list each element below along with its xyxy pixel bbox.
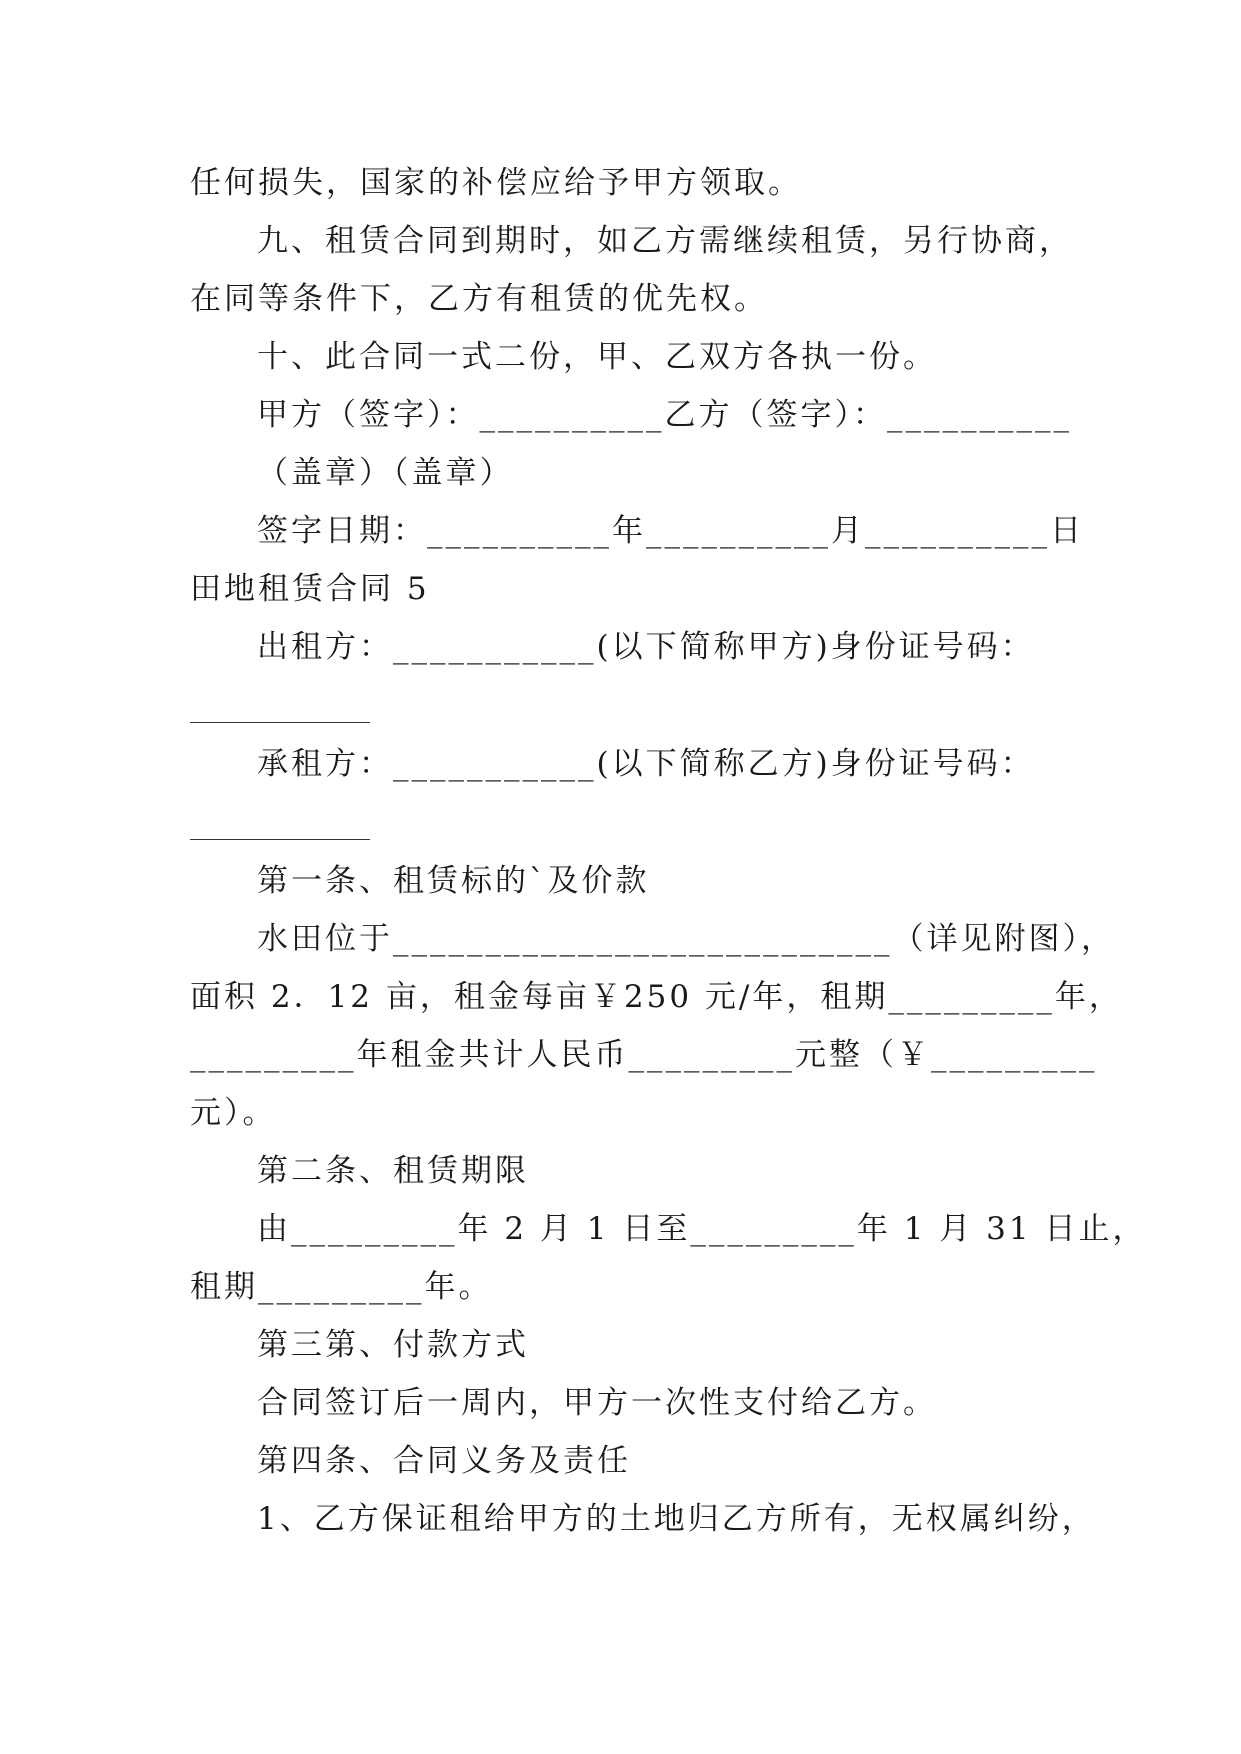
text-line: _________年租金共计人民币_________元整（￥_________: [190, 1037, 1098, 1073]
blank-underline: [190, 722, 370, 723]
text-line: 在同等条件下，乙方有租赁的优先权。: [190, 281, 768, 317]
seal-line: （盖章）（盖章）: [257, 455, 514, 491]
signature-line: 甲方（签字）：__________乙方（签字）：__________: [257, 397, 1072, 433]
text-line: 合同签订后一周内，甲方一次性支付给乙方。: [257, 1385, 937, 1421]
text-line: 任何损失，国家的补偿应给予甲方领取。: [190, 165, 802, 201]
text-line: 水田位于___________________________（详见附图），: [257, 921, 1115, 957]
text-line: 1、乙方保证租给甲方的土地归乙方所有，无权属纠纷，: [257, 1501, 1096, 1537]
sign-date-line: 签字日期：__________年__________月__________日: [257, 513, 1084, 549]
contract-title: 田地租赁合同 5: [190, 571, 430, 607]
article-heading: 第二条、租赁期限: [257, 1153, 529, 1189]
article-heading: 第三第、付款方式: [257, 1327, 529, 1363]
text-line: 九、租赁合同到期时，如乙方需继续租赁，另行协商，: [257, 223, 1073, 259]
blank-underline: [190, 839, 370, 840]
text-line: 面积 2．12 亩，租金每亩￥250 元/年，租期_________年，: [190, 979, 1123, 1015]
text-line: 由_________年 2 月 1 日至_________年 1 月 31 日止，: [257, 1211, 1147, 1247]
text-line: 十、此合同一式二份，甲、乙双方各执一份。: [257, 339, 937, 375]
lessor-line: 出租方：___________(以下简称甲方)身份证号码：: [257, 629, 1035, 665]
article-heading: 第一条、租赁标的`及价款: [257, 863, 650, 899]
article-heading: 第四条、合同义务及责任: [257, 1443, 631, 1479]
text-line: 租期_________年。: [190, 1269, 493, 1305]
text-line: 元）。: [190, 1095, 277, 1131]
lessee-line: 承租方：___________(以下简称乙方)身份证号码：: [257, 746, 1035, 782]
